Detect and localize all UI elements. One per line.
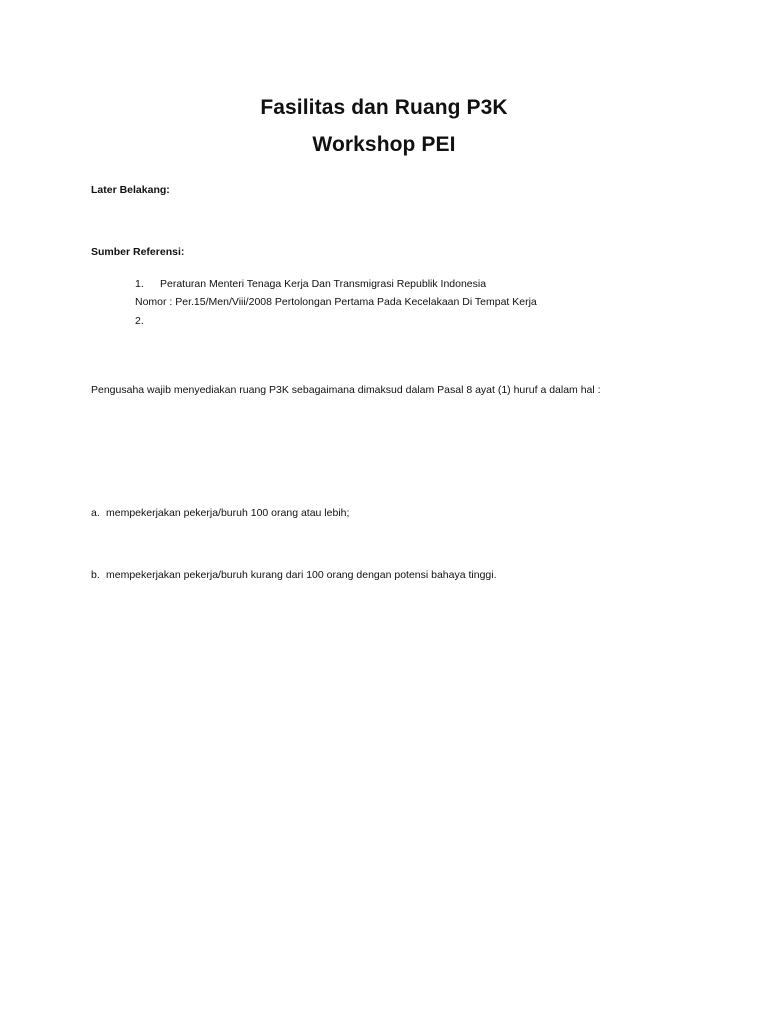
reference-number: 2. (135, 315, 144, 327)
reference-continuation: Nomor : Per.15/Men/Viii/2008 Pertolongan Pertama Pada Kecelakaan Di Tempat Kerja (135, 296, 537, 308)
document-subtitle: Workshop PEI (312, 133, 456, 156)
list-item (91, 569, 497, 581)
body-paragraph: Pengusaha wajib menyediakan ruang P3K sebagaimana dimaksud dalam Pasal 8 ayat (1) huruf a dalam hal : (91, 384, 601, 396)
reference-text: Peraturan Menteri Tenaga Kerja Dan Transmigrasi Republik Indonesia (160, 278, 487, 290)
list-item-marker: a. (91, 507, 100, 519)
list-item-marker: b. (91, 569, 100, 581)
list-item-text: mempekerjakan pekerja/buruh 100 orang atau lebih; (106, 507, 350, 519)
section-heading-sumber-referensi: Sumber Referensi: (91, 246, 185, 258)
reference-number: 1. (135, 278, 144, 290)
list-item-text: mempekerjakan pekerja/buruh kurang dari 100 orang dengan potensi bahaya tinggi. (106, 569, 497, 581)
list-item (91, 507, 349, 519)
section-heading-later-belakang: Later Belakang: (91, 184, 170, 196)
document-title: Fasilitas dan Ruang P3K (260, 96, 508, 119)
